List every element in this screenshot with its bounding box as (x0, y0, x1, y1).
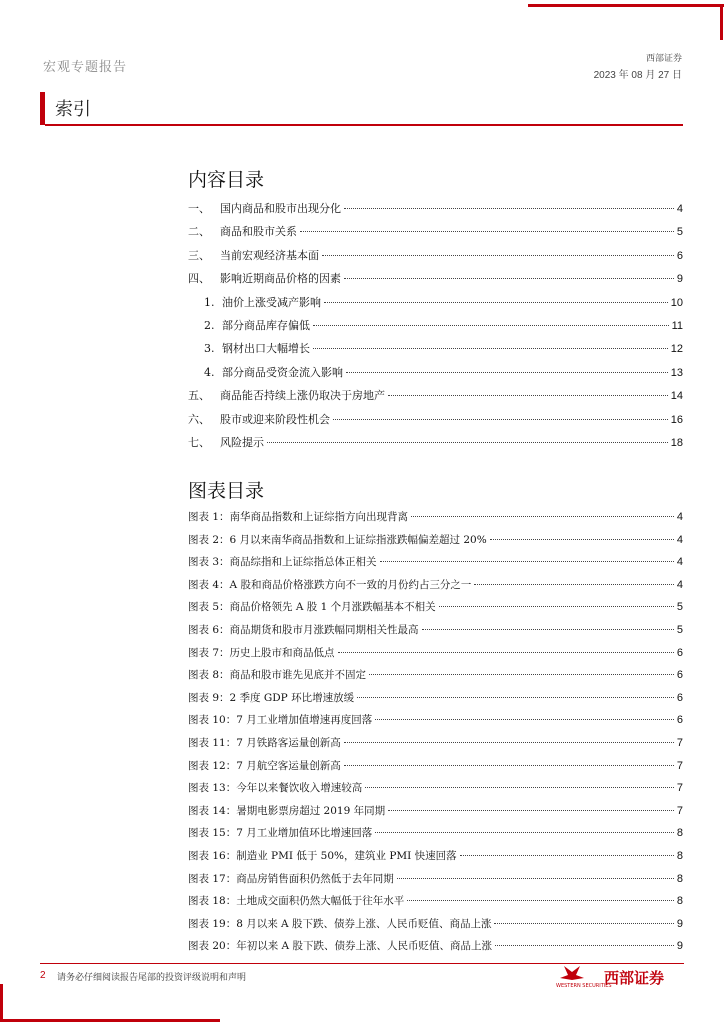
toc-entry-text: 商品能否持续上涨仍取决于房地产 (220, 389, 385, 403)
section-marker (40, 92, 45, 125)
contents-title: 内容目录 (188, 169, 265, 191)
toc-entry-label (188, 247, 319, 263)
toc-entry[interactable] (188, 848, 683, 866)
disclaimer-note: 请务必仔细阅读报告尾部的投资评级说明和声明 (57, 973, 247, 983)
toc-entry-page: 4 (676, 203, 683, 215)
toc-entry[interactable] (188, 387, 683, 405)
toc-entry-page: 14 (670, 390, 683, 403)
toc-entry-label (188, 223, 297, 239)
dot-leader (338, 652, 674, 653)
toc-entry[interactable] (188, 712, 683, 730)
toc-entry[interactable] (188, 577, 683, 595)
dot-leader (365, 787, 674, 788)
toc-entry-page: 5 (676, 226, 683, 239)
toc-entry-number: 2. (204, 319, 218, 332)
toc-entry[interactable] (188, 247, 683, 265)
toc-entry-text: 商品和股市关系 (220, 225, 297, 239)
toc-entry-page: 7 (676, 804, 683, 817)
toc-entry-label: 图表 10：7 月工业增加值增速再度回落 (188, 714, 373, 727)
logo-caption: WESTERN SECURITIES (556, 983, 612, 989)
toc-entry-text: 股市或迎来阶段性机会 (220, 412, 330, 426)
toc-entry[interactable] (188, 758, 683, 776)
toc-entry-text: 风险提示 (220, 436, 264, 449)
dot-leader (411, 516, 674, 517)
toc-entry[interactable] (188, 825, 683, 843)
toc-entry-page: 16 (670, 413, 683, 426)
toc-entry-label: 图表 14：暑期电影票房超过 2019 年同期 (188, 804, 386, 817)
toc-entry[interactable] (188, 599, 683, 617)
report-type: 宏观专题报告 (43, 60, 128, 75)
toc-entry-label: 图表 1：南华商品指数和上证综指方向出现背离 (188, 511, 409, 523)
dot-leader (375, 719, 674, 720)
toc-entry-number: 二、 (188, 225, 210, 239)
toc-entry-number: 3. (204, 342, 218, 356)
toc-entry[interactable] (188, 364, 683, 382)
toc-entry[interactable] (188, 509, 683, 527)
toc-entry-text: 部分商品库存偏低 (222, 319, 310, 332)
toc-entry-number: 4. (204, 365, 218, 379)
corner-decoration (720, 4, 723, 40)
toc-entry-text: 钢材出口大幅增长 (222, 342, 310, 356)
toc-entry-number: 三、 (188, 248, 210, 262)
toc-entry-label: 图表 5：商品价格领先 A 股 1 个月涨跌幅基本不相关 (188, 601, 436, 614)
toc-entry[interactable] (188, 690, 683, 708)
dot-leader (460, 855, 674, 856)
dot-leader (313, 348, 668, 349)
toc-entry-number: 一、 (188, 202, 210, 215)
toc-entry[interactable] (188, 294, 683, 312)
toc-entry-label: 图表 3：商品综指和上证综指总体正相关 (188, 556, 377, 569)
page-number: 2 (40, 970, 46, 981)
toc-entry[interactable] (188, 735, 683, 753)
toc-entry-label: 图表 17：商品房销售面积仍然低于去年同期 (188, 872, 394, 885)
dot-leader (324, 302, 668, 303)
toc-entry-text: 国内商品和股市出现分化 (220, 202, 341, 215)
toc-entry[interactable] (188, 803, 683, 821)
toc-entry[interactable] (188, 871, 683, 889)
toc-entry[interactable] (188, 434, 683, 452)
toc-entry-label: 图表 7：历史上股市和商品低点 (188, 646, 335, 659)
toc-entry-label: 图表 11：7 月铁路客运量创新高 (188, 737, 341, 749)
toc-entry[interactable] (188, 554, 683, 572)
toc-entry-text: 部分商品受资金流入影响 (222, 365, 343, 379)
toc-entry-page: 9 (676, 940, 683, 953)
toc-entry[interactable] (188, 916, 683, 934)
toc-entry[interactable] (188, 340, 683, 358)
toc-entry-page: 4 (676, 556, 683, 569)
section-divider (45, 124, 683, 126)
toc-entry-label (188, 340, 310, 356)
section-title: 索引 (55, 99, 91, 120)
toc-entry-page: 8 (676, 827, 683, 840)
dot-leader (313, 325, 669, 326)
dot-leader (322, 255, 674, 256)
toc-entry-page: 7 (676, 759, 683, 772)
toc-entry-label: 图表 13：今年以来餐饮收入增速较高 (188, 782, 363, 795)
toc-entry-page: 4 (676, 533, 683, 546)
dot-leader (344, 742, 674, 743)
toc-entry-label: 图表 6：商品期货和股市月涨跌幅同期相关性最高 (188, 624, 419, 636)
toc-entry-page: 6 (676, 714, 683, 727)
toc-entry-page: 12 (670, 343, 683, 356)
toc-entry[interactable] (188, 780, 683, 798)
dot-leader (474, 584, 673, 585)
toc-entry-page: 6 (676, 249, 683, 262)
dot-leader (344, 208, 674, 209)
report-date: 2023 年 08 月 27 日 (593, 70, 682, 81)
toc-entry-label: 图表 8：商品和股市谁先见底并不固定 (188, 669, 367, 682)
dot-leader (494, 923, 673, 924)
toc-entry-text: 油价上涨受减产影响 (222, 295, 321, 309)
toc-entry-text: 当前宏观经济基本面 (220, 248, 319, 262)
dot-leader (344, 278, 674, 279)
toc-entry[interactable] (188, 893, 683, 911)
toc-entry[interactable] (188, 645, 683, 663)
toc-entry-page: 8 (676, 872, 683, 885)
toc-entry-label: 图表 9：2 季度 GDP 环比增速放缓 (188, 691, 355, 704)
toc-entry[interactable] (188, 223, 683, 241)
dot-leader (375, 832, 674, 833)
toc-entry[interactable] (188, 622, 683, 640)
corner-decoration (0, 984, 3, 1022)
header-meta (594, 51, 682, 81)
toc-entry-page: 8 (676, 895, 683, 908)
toc-entry-text: 影响近期商品价格的因素 (220, 272, 341, 286)
dot-leader (439, 606, 674, 607)
toc-entry-number: 1. (204, 295, 218, 309)
toc-entry-page: 9 (676, 273, 683, 286)
dot-leader (495, 945, 674, 946)
toc-entry[interactable] (188, 938, 683, 956)
toc-entry-page: 8 (676, 850, 683, 862)
toc-entry-page: 9 (676, 917, 683, 930)
toc-entry-page: 5 (676, 624, 683, 636)
toc-entry-page: 13 (670, 366, 683, 379)
toc-entry-label (188, 270, 341, 286)
toc-entry[interactable] (188, 317, 683, 335)
toc-entry-label: 图表 12：7 月航空客运量创新高 (188, 759, 341, 772)
toc-entry[interactable] (188, 270, 683, 288)
toc-entry-label (188, 317, 310, 333)
toc-entry-label: 图表 18：土地成交面积仍然大幅低于往年水平 (188, 895, 405, 908)
logo-text: 西部证券 (604, 969, 665, 987)
toc-entry[interactable] (188, 532, 683, 550)
toc-entry-page: 7 (676, 782, 683, 795)
dot-leader (346, 372, 668, 373)
dot-leader (490, 539, 674, 540)
toc-entry-label: 图表 2：6 月以来南华商品指数和上证综指涨跌幅偏差超过 20% (188, 533, 487, 546)
toc-entry-label: 图表 19：8 月以来 A 股下跌、债券上涨、人民币贬值、商品上涨 (188, 917, 492, 930)
dot-leader (357, 697, 674, 698)
toc-entry-page: 6 (676, 646, 683, 659)
toc-entry-label (188, 387, 385, 403)
toc-entry[interactable] (188, 411, 683, 429)
toc-entry[interactable] (188, 200, 683, 218)
toc-entry-page: 11 (671, 320, 683, 332)
toc-entry-page: 7 (676, 737, 683, 749)
toc-entry-label: 图表 16：制造业 PMI 低于 50%，建筑业 PMI 快速回落 (188, 850, 457, 862)
dot-leader (388, 810, 674, 811)
toc-entry-number: 五、 (188, 389, 210, 403)
corner-decoration (528, 4, 724, 7)
toc-entry-label (188, 364, 343, 380)
toc-entry-number: 六、 (188, 412, 210, 426)
toc-entry-label (188, 411, 330, 427)
toc-entry-page: 6 (676, 669, 683, 682)
corner-decoration (0, 1019, 220, 1022)
toc-entry-page: 6 (676, 691, 683, 704)
toc-entry-label: 图表 20：年初以来 A 股下跌、债券上涨、人民币贬值、商品上涨 (188, 940, 492, 953)
toc-entry-page: 5 (676, 601, 683, 614)
toc-entry-label (188, 434, 264, 450)
dot-leader (380, 561, 674, 562)
toc-entry-page: 18 (670, 437, 683, 449)
dot-leader (369, 674, 674, 675)
toc-entry-label (188, 200, 341, 216)
dot-leader (388, 395, 668, 396)
toc-entry-label: 图表 15：7 月工业增加值环比增速回落 (188, 827, 373, 840)
dot-leader (397, 878, 674, 879)
toc-entry-label: 图表 4：A 股和商品价格涨跌方向不一致的月份约占三分之一 (188, 578, 472, 591)
toc-entry-number: 四、 (188, 272, 210, 286)
toc-entry-page: 4 (676, 578, 683, 591)
dot-leader (344, 765, 674, 766)
figures-title: 图表目录 (188, 480, 265, 502)
dot-leader (422, 629, 674, 630)
toc-entry-page: 10 (670, 296, 683, 309)
dot-leader (267, 442, 668, 443)
company-name: 西部证券 (645, 54, 682, 64)
toc-entry-number: 七、 (188, 436, 210, 449)
toc-entry-label (188, 294, 321, 310)
toc-entry[interactable] (188, 667, 683, 685)
dot-leader (333, 419, 668, 420)
dot-leader (407, 900, 674, 901)
dot-leader (300, 231, 674, 232)
toc-entry-page: 4 (676, 511, 683, 523)
